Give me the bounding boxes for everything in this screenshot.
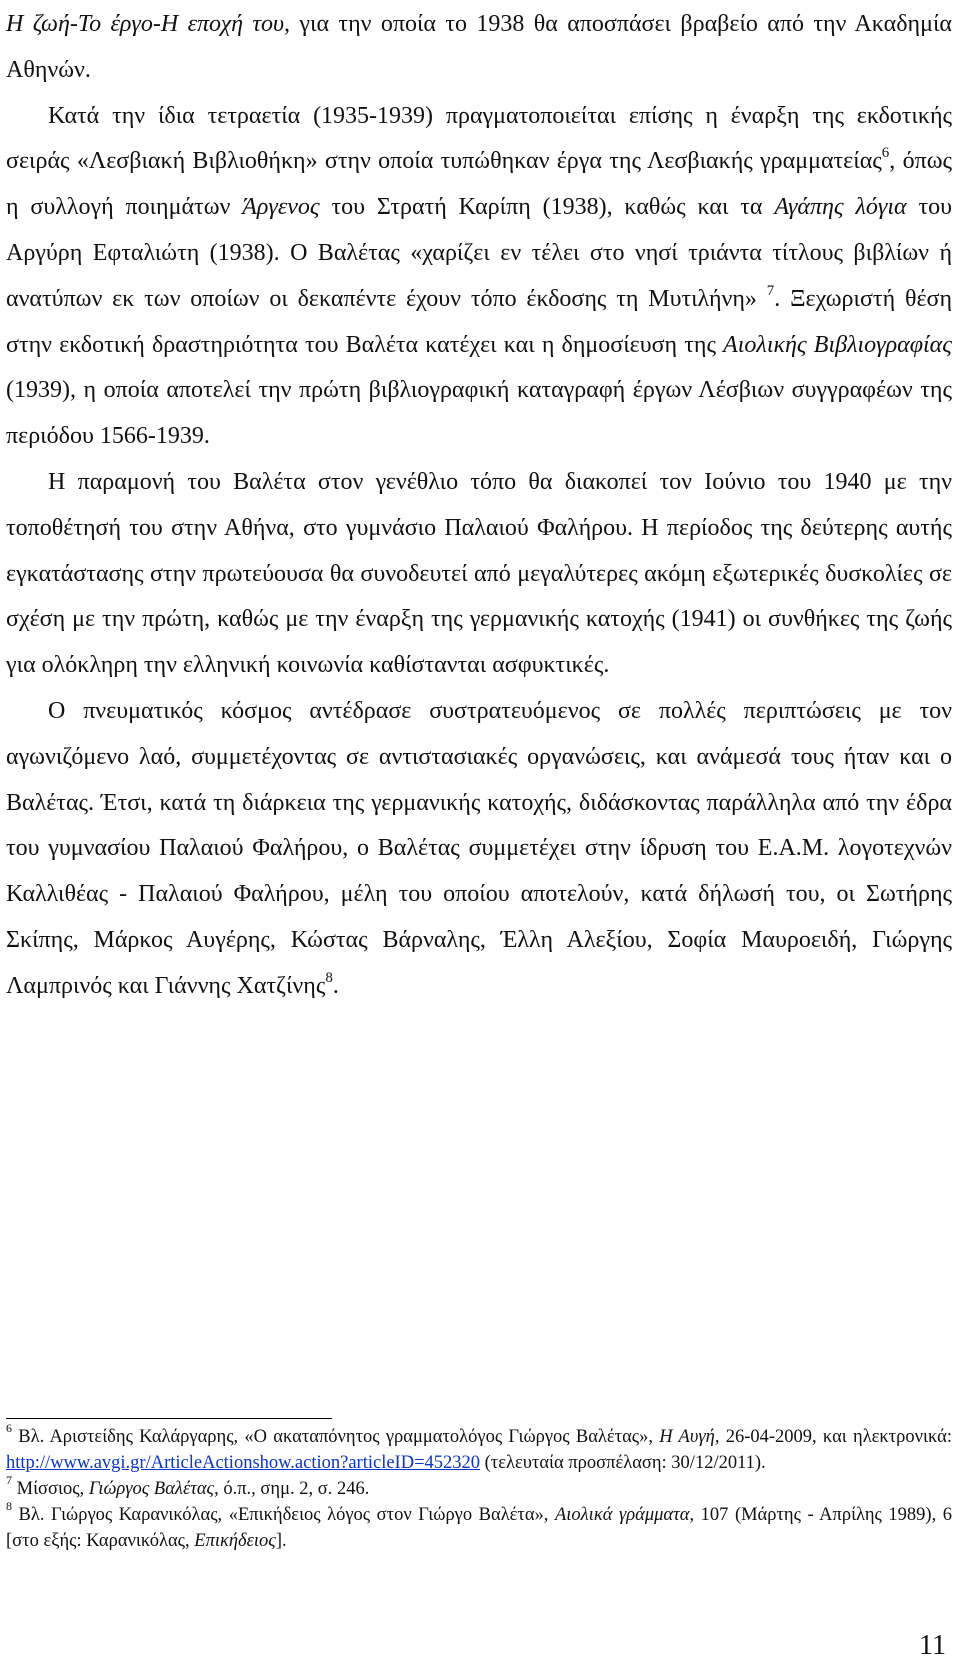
footnotes	[6, 1420, 953, 1554]
italic-text: Γιώργος Βαλέτας	[88, 1479, 215, 1499]
italic-text: Άργενος	[242, 194, 320, 221]
paragraph	[6, 689, 952, 1010]
footnote-marker: 6	[6, 1420, 12, 1435]
text-run: Βλ. Αριστείδης Καλάργαρης, «Ο ακαταπόνητος γραμματολόγος Γιώργος Βαλέτας»,	[12, 1427, 660, 1447]
text-run: ].	[275, 1531, 287, 1551]
text-run: του Στρατή Καρίπη (1938), καθώς και τα	[319, 194, 775, 221]
text-run: Η παραμονή του Βαλέτα στον γενέθλιο τόπο θα διακοπεί τον Ιούνιο του 1940 με την τοποθέτησή του στην Αθήνα, στο γυμνάσιο Παλαιού Φαλήρου. Η περίοδος της δεύτερης αυτής εγκατάστασης στην πρωτεύουσα θα συνοδευτεί από μεγαλύτερες ακόμη εξωτερικές δυσκολίες σε σχέση με την πρώτη, καθώς με την έναρξη της γερμανικής κατοχής (1941) οι συνθήκες της ζωής για ολόκληρη την ελληνική κοινωνία καθίστανται ασφυκτικές.	[6, 468, 952, 679]
footnote-marker: 8	[325, 969, 333, 986]
text-run: , ό.π., σημ. 2, σ. 246.	[214, 1479, 370, 1499]
footnote	[6, 1420, 953, 1476]
italic-text: Η ζωή-Το έργο-Η εποχή του	[6, 11, 285, 37]
paragraph	[6, 2, 952, 94]
paragraph	[6, 94, 952, 460]
italic-text: Αιολικής Βιβλιογραφίας	[723, 331, 952, 358]
italic-text: Η Αυγή	[659, 1427, 715, 1447]
page-number: 11	[919, 1630, 946, 1661]
footnote-marker: 6	[881, 145, 890, 162]
paragraph	[6, 460, 952, 689]
text-run: Ο πνευματικός κόσμος αντέδρασε συστρατευόμενος σε πολλές περιπτώσεις με τον αγωνιζόμενο λαό, συμμετέχοντας σε αντιστασιακές οργανώσεις, και ανάμεσά τους ήταν και ο Βαλέτας. Έτσι, κατά τη διάρκεια της γερμανικής κατοχής, διδάσκοντας παράλληλα από την έδρα του γυμνασίου Παλαιού Φαλήρου, ο Βαλέτας συμμετέχει στην ίδρυση του Ε.Α.Μ. λογοτεχνών Καλλιθέας - Παλαιού Φαλήρου, μέλη του οποίου αποτελούν, κατά δήλωσή του, οι Σωτήρης Σκίπης, Μάρκος Αυγέρης, Κώστας Βάρναλης, Έλλη Αλεξίου, Σοφία Μαυροειδή, Γιώργης Λαμπρινός και Γιάννης Χατζίνης	[6, 697, 952, 999]
footnote-separator	[6, 1418, 332, 1419]
footnote-marker: 8	[6, 1498, 12, 1513]
text-run: , όπως η συλλογή ποιημάτων	[6, 148, 952, 221]
italic-text: Αιολικά γράμματα	[554, 1505, 690, 1525]
italic-text: Επικήδειος	[194, 1531, 276, 1551]
text-run: Κατά την ίδια τετραετία (1935-1939) πραγματοποιείται επίσης η έναρξη της εκδοτικής σειράς «Λεσβιακή Βιβλιοθήκη» στην οποία τυπώθηκαν έργα της Λεσβιακής γραμματείας	[6, 102, 952, 175]
footnote-marker: 7	[766, 282, 775, 299]
footnote	[6, 1472, 952, 1502]
text-run: (τελευταία προσπέλαση: 30/12/2011).	[480, 1453, 766, 1473]
text-run: Μίσσιος,	[12, 1479, 89, 1499]
footnote-marker: 7	[6, 1472, 12, 1487]
footnote	[6, 1498, 952, 1554]
body-text	[6, 2, 952, 1010]
text-run: , 26-04-2009, και ηλεκτρονικά:	[714, 1427, 953, 1447]
text-run: (1939), η οποία αποτελεί την πρώτη βιβλιογραφική καταγραφή έργων Λέσβιων συγγραφέων της περιόδου 1566-1939.	[6, 377, 952, 450]
hyperlink[interactable]: http://www.avgi.gr/ArticleActionshow.action?articleID=452320	[6, 1453, 481, 1473]
text-run: , 107 (Μάρτης - Απρίλης 1989), 6 [στο εξής: Καρανικόλας,	[6, 1505, 952, 1551]
text-run: του Αργύρη Εφταλιώτη (1938). Ο Βαλέτας «χαρίζει εν τέλει στο νησί τριάντα τίτλους βιβλίων ή ανατύπων εκ των οποίων οι δεκαπέντε έχουν τόπο έκδοσης τη Μυτιλήνη»	[6, 194, 952, 312]
italic-text: Αγάπης λόγια	[774, 194, 907, 221]
text-run: Βλ. Γιώργος Καρανικόλας, «Επικήδειος λόγος στον Γιώργο Βαλέτα»,	[12, 1505, 555, 1525]
text-run: . Ξεχωριστή θέση στην εκδοτική δραστηριότητα του Βαλέτα κατέχει και η δημοσίευση της	[6, 285, 953, 358]
text-run: .	[332, 972, 339, 999]
text-run: , για την οποία το 1938 θα αποσπάσει βραβείο από την Ακαδημία Αθηνών.	[6, 11, 952, 83]
